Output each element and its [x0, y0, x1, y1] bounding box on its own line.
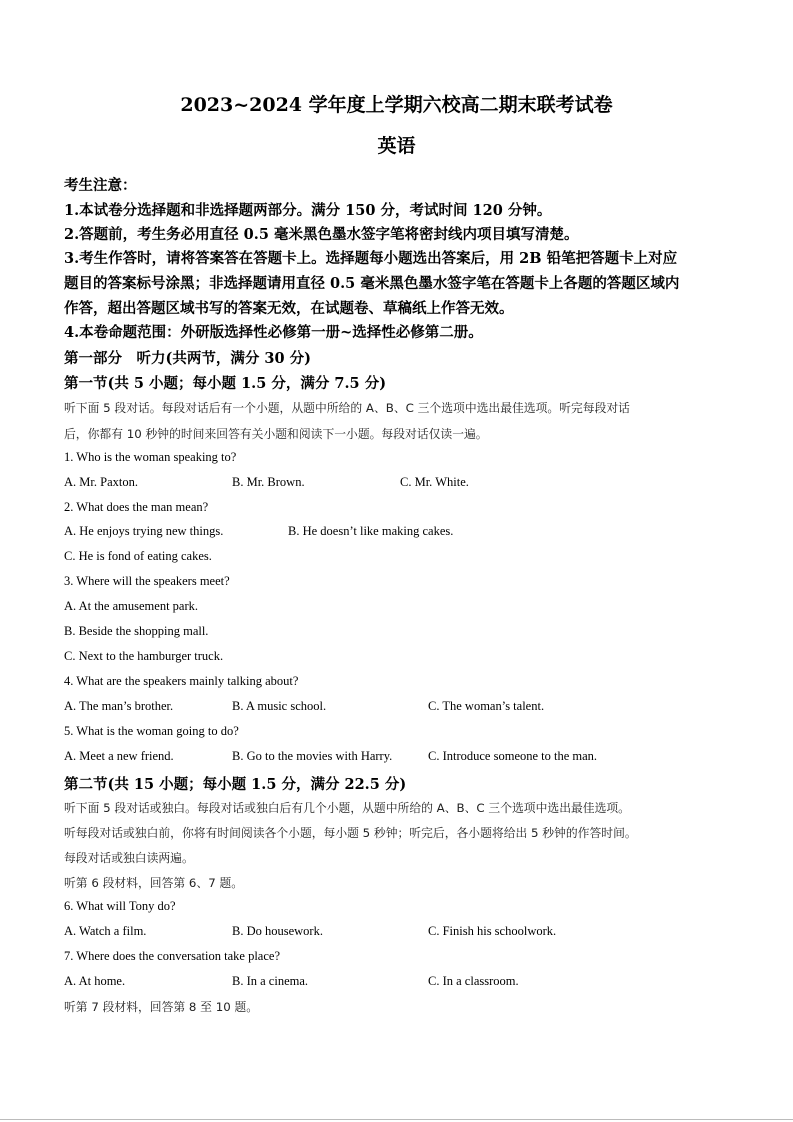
- question-3: 3. Where will the speakers meet?: [64, 574, 230, 588]
- q1-option-c: C. Mr. White.: [400, 475, 469, 489]
- q4-option-b: B. A music school.: [232, 699, 327, 713]
- q3-option-b: B. Beside the shopping mall.: [64, 624, 209, 638]
- q4-option-a: A. The man’s brother.: [64, 699, 174, 713]
- q6-option-c: C. Finish his schoolwork.: [428, 924, 557, 938]
- part1-heading: 第一部分 听力(共两节，满分 30 分): [64, 350, 311, 367]
- question-1: 1. Who is the woman speaking to?: [64, 450, 237, 464]
- exam-title: 2023~2024 学年度上学期六校高二期末联考试卷: [180, 94, 613, 116]
- material-7-note: 听第 7 段材料，回答第 8 至 10 题。: [64, 1000, 259, 1014]
- notice-line-3: 3.考生作答时，请将答案答在答题卡上。选择题每小题选出答案后，用 2B 铅笔把答题卡上对应: [64, 250, 678, 267]
- subject-title: 英语: [377, 135, 416, 157]
- q7-option-b: B. In a cinema.: [232, 974, 309, 988]
- section1-instructions-2: 后，你都有 10 秒钟的时间来回答有关小题和阅读下一小题。每段对话仅读一遍。: [64, 427, 488, 441]
- section1-heading: 第一节(共 5 小题；每小题 1.5 分，满分 7.5 分): [64, 375, 387, 392]
- q3-option-a: A. At the amusement park.: [64, 599, 198, 613]
- question-5: 5. What is the woman going to do?: [64, 724, 239, 738]
- question-6: 6. What will Tony do?: [64, 899, 176, 913]
- section1-instructions-1: 听下面 5 段对话。每段对话后有一个小题，从题中所给的 A、B、C 三个选项中选出最佳选项。听完每段对话: [64, 401, 630, 415]
- q3-option-c: C. Next to the hamburger truck.: [64, 649, 224, 663]
- notice-line-6: 4.本卷命题范围：外研版选择性必修第一册~选择性必修第二册。: [64, 324, 483, 341]
- notice-line-1: 1.本试卷分选择题和非选择题两部分。满分 150 分，考试时间 120 分钟。: [64, 202, 552, 219]
- q6-option-a: A. Watch a film.: [64, 924, 147, 938]
- page-bottom-rule: [0, 1119, 793, 1120]
- q5-option-a: A. Meet a new friend.: [64, 749, 174, 763]
- section2-heading: 第二节(共 15 小题；每小题 1.5 分，满分 22.5 分): [64, 776, 407, 793]
- question-7: 7. Where does the conversation take place?: [64, 949, 280, 963]
- q2-option-a: A. He enjoys trying new things.: [64, 524, 224, 538]
- material-6-note: 听第 6 段材料，回答第 6、7 题。: [64, 876, 244, 890]
- q2-option-b: B. He doesn’t like making cakes.: [288, 524, 454, 538]
- q6-option-b: B. Do housework.: [232, 924, 323, 938]
- q1-option-a: A. Mr. Paxton.: [64, 475, 138, 489]
- question-4: 4. What are the speakers mainly talking about?: [64, 674, 299, 688]
- notice-line-2: 2.答题前，考生务必用直径 0.5 毫米黑色墨水签字笔将密封线内项目填写清楚。: [64, 226, 579, 243]
- section2-instructions-1: 听下面 5 段对话或独白。每段对话或独白后有几个小题，从题中所给的 A、B、C 三个选项中选出最佳选项。: [64, 801, 630, 815]
- section2-instructions-2: 听每段对话或独白前，你将有时间阅读各个小题，每小题 5 秒钟；听完后，各小题将给出 5 秒钟的作答时间。: [64, 826, 637, 840]
- q7-option-a: A. At home.: [64, 974, 126, 988]
- notice-line-4: 题目的答案标号涂黑；非选择题请用直径 0.5 毫米黑色墨水签字笔在答题卡上各题的答题区域内: [64, 275, 680, 292]
- q4-option-c: C. The woman’s talent.: [428, 699, 545, 713]
- notice-line-5: 作答，超出答题区域书写的答案无效，在试题卷、草稿纸上作答无效。: [64, 300, 514, 317]
- notice-heading: 考生注意：: [64, 177, 137, 194]
- q2-option-c: C. He is fond of eating cakes.: [64, 549, 212, 563]
- section2-instructions-3: 每段对话或独白读两遍。: [64, 851, 194, 865]
- q5-option-b: B. Go to the movies with Harry.: [232, 749, 393, 763]
- q7-option-c: C. In a classroom.: [428, 974, 519, 988]
- q1-option-b: B. Mr. Brown.: [232, 475, 305, 489]
- q5-option-c: C. Introduce someone to the man.: [428, 749, 598, 763]
- question-2: 2. What does the man mean?: [64, 500, 209, 514]
